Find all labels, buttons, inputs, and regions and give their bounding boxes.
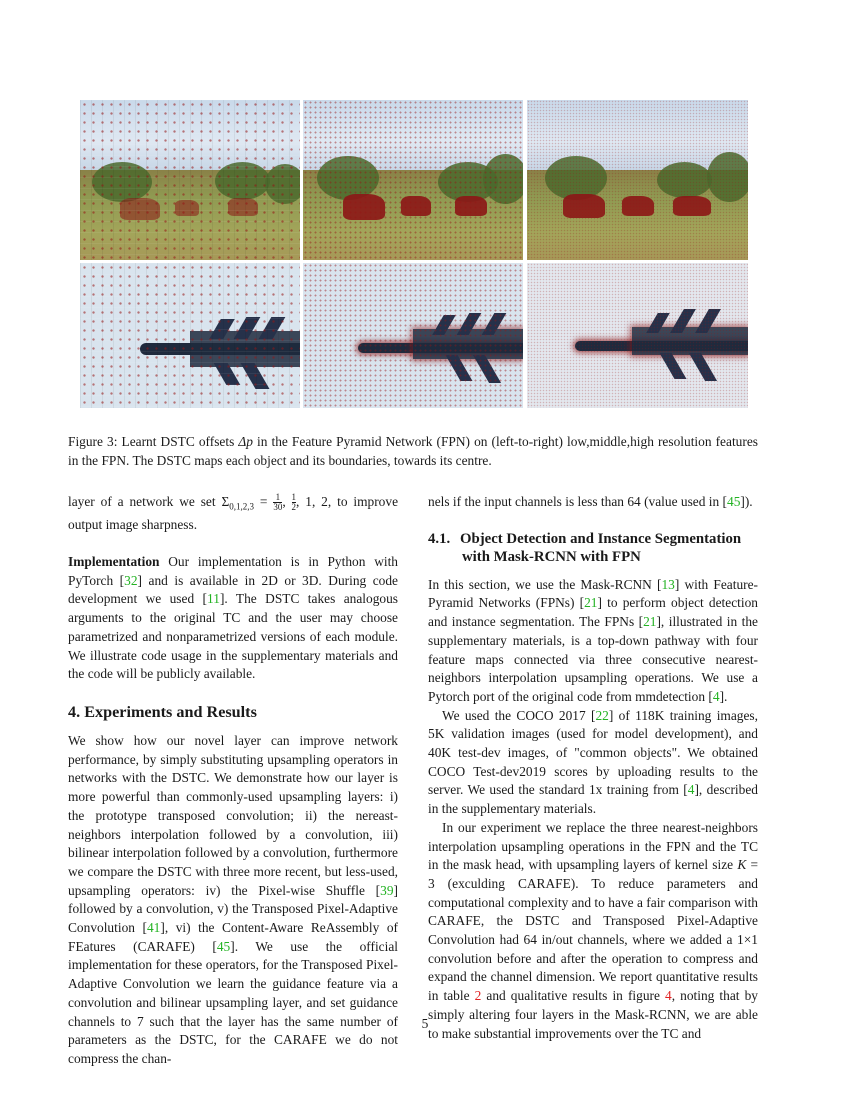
fraction: $\frac{1}{2}$ xyxy=(291,492,297,513)
page-number: 5 xyxy=(421,1016,429,1031)
right-column xyxy=(428,493,758,1043)
citation-link[interactable]: 21 xyxy=(584,595,598,611)
section-heading: 4. Experiments and Results xyxy=(68,703,257,721)
figure-panel-bottom-right xyxy=(527,263,748,408)
paragraph: In our experiment we replace the three nearest-neighbors interpolation upsampling operations in the FPN and the TC in the mask head, with upsampling layers of kernel size K = 3 (exculding CARAFE). To reduce parameters and computational complexity and to have a fair comparison with CARAFE, the DSTC and Transposed Pixel-Adaptive Convolution had 64 in/out channels, where we added a 1×1 convolution before and after the operation to compress and expand the channel dimension. We report quantitative results in table 2 and qualitative results in figure 4, noting that by simply altering four layers in the Mask-RCNN, we are able to make substantial improvements over the TC and xyxy=(428,819,758,1041)
citation-link[interactable]: 22 xyxy=(595,707,609,723)
table-reference-link[interactable]: 2 xyxy=(474,988,482,1004)
citation-link[interactable]: 4 xyxy=(687,782,695,798)
subsection-heading: 4.1. Object Detection and Instance Segmentation with Mask-RCNN with FPN xyxy=(428,530,742,565)
figure-panel-bottom-middle xyxy=(303,263,523,408)
implementation-paragraph: Implementation Our implementation is in Python with PyTorch [32] and is available in 2D or 3D. During code development we used [11]. The DSTC takes analogous arguments to the original TC and the user may choose parametrized and nonparametrized versions of each module. We illustrate code usage in the supplementary materials and the code will be publicly available. xyxy=(68,554,399,682)
citation-link[interactable]: 45 xyxy=(727,494,741,509)
citation-link[interactable]: 21 xyxy=(643,614,657,630)
left-column xyxy=(68,493,398,1069)
figure-panel-top-right xyxy=(527,100,748,260)
paragraph: nels if the input channels is less than 64 (value used in [45]). xyxy=(428,494,753,509)
paragraph: In this section, we use the Mask-RCNN [13] with Feature-Pyramid Networks (FPNs) [21] to perform object detection and instance segmentation. The FPNs [21], illustrated in the supplementary materials, is a top-down pathway with four feature maps connected via three consecutive nearest-neighbors interpolation upsampling operations. We use a Pytorch port of the original code from mmdetection [4]. xyxy=(428,576,758,704)
citation-link[interactable]: 11 xyxy=(207,591,220,607)
citation-link[interactable]: 4 xyxy=(712,688,720,704)
figure-panel-top-middle xyxy=(303,100,523,260)
figure-panel-bottom-left xyxy=(80,263,300,408)
figure-3 xyxy=(80,100,748,408)
citation-link[interactable]: 39 xyxy=(380,882,394,898)
fraction: $\frac{1}{30}$ xyxy=(273,492,283,513)
figure-label: Figure 3: xyxy=(68,434,118,449)
figure-caption: Figure 3: Learnt DSTC offsets Δp in the Feature Pyramid Network (FPN) on (left-to-right) low,middle,high resolution features in the FPN. The DSTC maps each object and its boundaries, towards its centre. xyxy=(68,434,758,468)
implementation-heading: Implementation xyxy=(68,554,160,570)
figure-reference-link[interactable]: 4 xyxy=(665,988,672,1004)
citation-link[interactable]: 32 xyxy=(124,572,138,588)
citation-link[interactable]: 13 xyxy=(661,576,675,592)
paragraph: We used the COCO 2017 [22] of 118K training images, 5K validation images (used for model development), and 40K test-dev images, of "common objects". We obtained COCO Test-dev2019 scores by uploading results to the server. We used the standard 1x training from [4], described in the supplementary materials. xyxy=(428,707,758,817)
citation-link[interactable]: 41 xyxy=(146,920,161,936)
paragraph: We show how our novel layer can improve network performance, by simply substituting upsampling operators in networks with the DSTC. We demonstrate how our layer is more powerful than commonly-used upsampling layers: i) the prototype transposed convolution; ii) the nereast-neighbors interpolation followed by a convolution, iii) bilinear interpolation followed by a convolution, furthermore we compare the DSTC with three more recent, but less-used, upsampling operators: iv) the Pixel-wise Shuffle [39] followed by a convolution, v) the Transposed Pixel-Adaptive Convolution [41], vi) the Content-Aware ReAssembly of FEatures (CARAFE) [45]. We use the official implementation for these operators, for the Transposed Pixel-Adaptive Convolution we learn the guidance feature via a convolution and bilinear upsampling layer, and set guidance channels to 7 such that the layer has the same number of parameters as the DSTC, for the CARAFE we do not compress the chan- xyxy=(68,733,398,1066)
citation-link[interactable]: 45 xyxy=(216,938,231,954)
paragraph: layer of a network we set $\Sigma_{0,1,2,3}$ = $\frac{1}{30}$ , $\frac{1}{2}$ , 1, 2, to improve output image sharpness. xyxy=(68,492,399,533)
figure-panel-top-left xyxy=(80,100,300,260)
delta-p-symbol: Δp xyxy=(238,434,253,449)
